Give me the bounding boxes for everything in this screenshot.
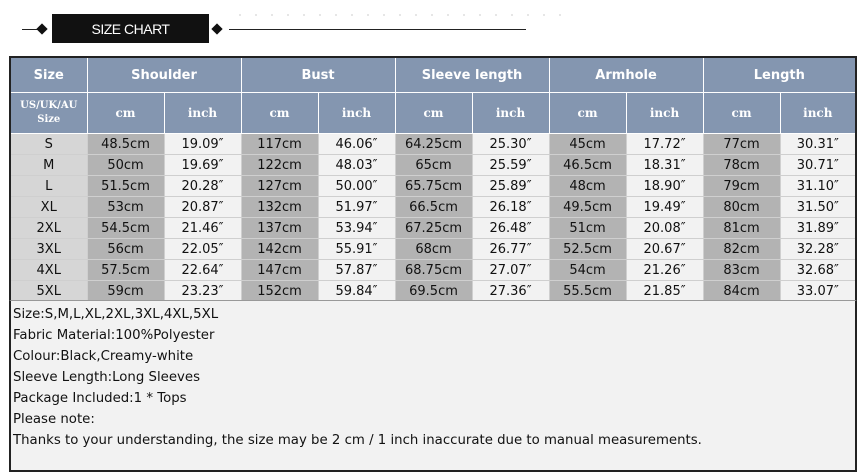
value-cell: 30.31″ xyxy=(780,134,856,155)
value-cell: 127cm xyxy=(241,176,318,197)
value-cell: 17.72″ xyxy=(626,134,703,155)
size-subheader: US/UK/AU Size xyxy=(10,93,87,134)
size-cell: S xyxy=(10,134,87,155)
armhole-header: Armhole xyxy=(549,57,703,93)
banner-title: SIZE CHART xyxy=(52,14,209,43)
value-cell: 22.64″ xyxy=(164,260,241,281)
unit-inch: inch xyxy=(626,93,703,134)
value-cell: 50cm xyxy=(87,155,164,176)
value-cell: 122cm xyxy=(241,155,318,176)
value-cell: 32.28″ xyxy=(780,239,856,260)
value-cell: 51.5cm xyxy=(87,176,164,197)
value-cell: 18.31″ xyxy=(626,155,703,176)
value-cell: 57.87″ xyxy=(318,260,395,281)
value-cell: 30.71″ xyxy=(780,155,856,176)
sleeve-length-header: Sleeve length xyxy=(395,57,549,93)
value-cell: 20.87″ xyxy=(164,197,241,218)
value-cell: 49.5cm xyxy=(549,197,626,218)
value-cell: 26.77″ xyxy=(472,239,549,260)
unit-row xyxy=(10,93,856,134)
table-row xyxy=(10,218,856,239)
note-colour: Colour:Black,Creamy-white xyxy=(13,349,194,364)
value-cell: 53cm xyxy=(87,197,164,218)
value-cell: 65cm xyxy=(395,155,472,176)
value-cell: 80cm xyxy=(703,197,780,218)
value-cell: 50.00″ xyxy=(318,176,395,197)
size-cell: M xyxy=(10,155,87,176)
value-cell: 59cm xyxy=(87,281,164,303)
value-cell: 31.89″ xyxy=(780,218,856,239)
value-cell: 21.26″ xyxy=(626,260,703,281)
value-cell: 56cm xyxy=(87,239,164,260)
unit-cm: cm xyxy=(241,93,318,134)
value-cell: 82cm xyxy=(703,239,780,260)
value-cell: 25.89″ xyxy=(472,176,549,197)
value-cell: 20.67″ xyxy=(626,239,703,260)
value-cell: 46.5cm xyxy=(549,155,626,176)
value-cell: 27.36″ xyxy=(472,281,549,303)
size-chart-table xyxy=(9,56,857,303)
value-cell: 77cm xyxy=(703,134,780,155)
bust-header: Bust xyxy=(241,57,395,93)
value-cell: 68.75cm xyxy=(395,260,472,281)
value-cell: 31.10″ xyxy=(780,176,856,197)
value-cell: 32.68″ xyxy=(780,260,856,281)
value-cell: 18.90″ xyxy=(626,176,703,197)
value-cell: 53.94″ xyxy=(318,218,395,239)
value-cell: 81cm xyxy=(703,218,780,239)
value-cell: 23.23″ xyxy=(164,281,241,303)
size-header: Size xyxy=(10,57,87,93)
table-row xyxy=(10,155,856,176)
value-cell: 26.18″ xyxy=(472,197,549,218)
value-cell: 51.97″ xyxy=(318,197,395,218)
note-sleeve-length: Sleeve Length:Long Sleeves xyxy=(13,370,200,385)
value-cell: 64.25cm xyxy=(395,134,472,155)
size-cell: 5XL xyxy=(10,281,87,303)
value-cell: 46.06″ xyxy=(318,134,395,155)
value-cell: 51cm xyxy=(549,218,626,239)
note-sizes: Size:S,M,L,XL,2XL,3XL,4XL,5XL xyxy=(13,307,219,322)
note-please-note: Please note: xyxy=(13,412,95,427)
value-cell: 21.85″ xyxy=(626,281,703,303)
value-cell: 54cm xyxy=(549,260,626,281)
size-cell: L xyxy=(10,176,87,197)
value-cell: 132cm xyxy=(241,197,318,218)
table-row xyxy=(10,134,856,155)
value-cell: 25.30″ xyxy=(472,134,549,155)
value-cell: 19.69″ xyxy=(164,155,241,176)
value-cell: 26.48″ xyxy=(472,218,549,239)
value-cell: 117cm xyxy=(241,134,318,155)
shoulder-header: Shoulder xyxy=(87,57,241,93)
value-cell: 79cm xyxy=(703,176,780,197)
value-cell: 27.07″ xyxy=(472,260,549,281)
value-cell: 65.75cm xyxy=(395,176,472,197)
value-cell: 48cm xyxy=(549,176,626,197)
value-cell: 69.5cm xyxy=(395,281,472,303)
product-notes xyxy=(9,300,857,472)
size-cell: 2XL xyxy=(10,218,87,239)
value-cell: 25.59″ xyxy=(472,155,549,176)
unit-inch: inch xyxy=(164,93,241,134)
value-cell: 33.07″ xyxy=(780,281,856,303)
value-cell: 55.5cm xyxy=(549,281,626,303)
value-cell: 20.08″ xyxy=(626,218,703,239)
table-row xyxy=(10,239,856,260)
value-cell: 54.5cm xyxy=(87,218,164,239)
value-cell: 20.28″ xyxy=(164,176,241,197)
header-row xyxy=(10,57,856,93)
size-cell: 3XL xyxy=(10,239,87,260)
table-row xyxy=(10,176,856,197)
banner-dotted-line xyxy=(232,13,562,17)
unit-inch: inch xyxy=(472,93,549,134)
banner-right-diamond xyxy=(211,23,222,34)
note-package: Package Included:1 * Tops xyxy=(13,391,187,406)
value-cell: 55.91″ xyxy=(318,239,395,260)
value-cell: 45cm xyxy=(549,134,626,155)
unit-cm: cm xyxy=(703,93,780,134)
note-disclaimer: Thanks to your understanding, the size may be 2 cm / 1 inch inaccurate due to manual measurements. xyxy=(13,433,702,448)
size-cell: XL xyxy=(10,197,87,218)
value-cell: 48.03″ xyxy=(318,155,395,176)
table-row xyxy=(10,197,856,218)
value-cell: 19.49″ xyxy=(626,197,703,218)
value-cell: 52.5cm xyxy=(549,239,626,260)
value-cell: 22.05″ xyxy=(164,239,241,260)
value-cell: 21.46″ xyxy=(164,218,241,239)
table-row xyxy=(10,260,856,281)
banner-left-diamond xyxy=(36,23,47,34)
value-cell: 31.50″ xyxy=(780,197,856,218)
length-header: Length xyxy=(703,57,856,93)
note-fabric: Fabric Material:100%Polyester xyxy=(13,328,215,343)
table-row xyxy=(10,281,856,303)
unit-cm: cm xyxy=(395,93,472,134)
value-cell: 48.5cm xyxy=(87,134,164,155)
value-cell: 19.09″ xyxy=(164,134,241,155)
value-cell: 68cm xyxy=(395,239,472,260)
unit-inch: inch xyxy=(780,93,856,134)
value-cell: 57.5cm xyxy=(87,260,164,281)
unit-inch: inch xyxy=(318,93,395,134)
value-cell: 59.84″ xyxy=(318,281,395,303)
value-cell: 142cm xyxy=(241,239,318,260)
value-cell: 84cm xyxy=(703,281,780,303)
banner-right-line xyxy=(229,29,526,30)
value-cell: 83cm xyxy=(703,260,780,281)
unit-cm: cm xyxy=(549,93,626,134)
value-cell: 152cm xyxy=(241,281,318,303)
unit-cm: cm xyxy=(87,93,164,134)
size-cell: 4XL xyxy=(10,260,87,281)
value-cell: 66.5cm xyxy=(395,197,472,218)
value-cell: 137cm xyxy=(241,218,318,239)
value-cell: 147cm xyxy=(241,260,318,281)
value-cell: 67.25cm xyxy=(395,218,472,239)
value-cell: 78cm xyxy=(703,155,780,176)
